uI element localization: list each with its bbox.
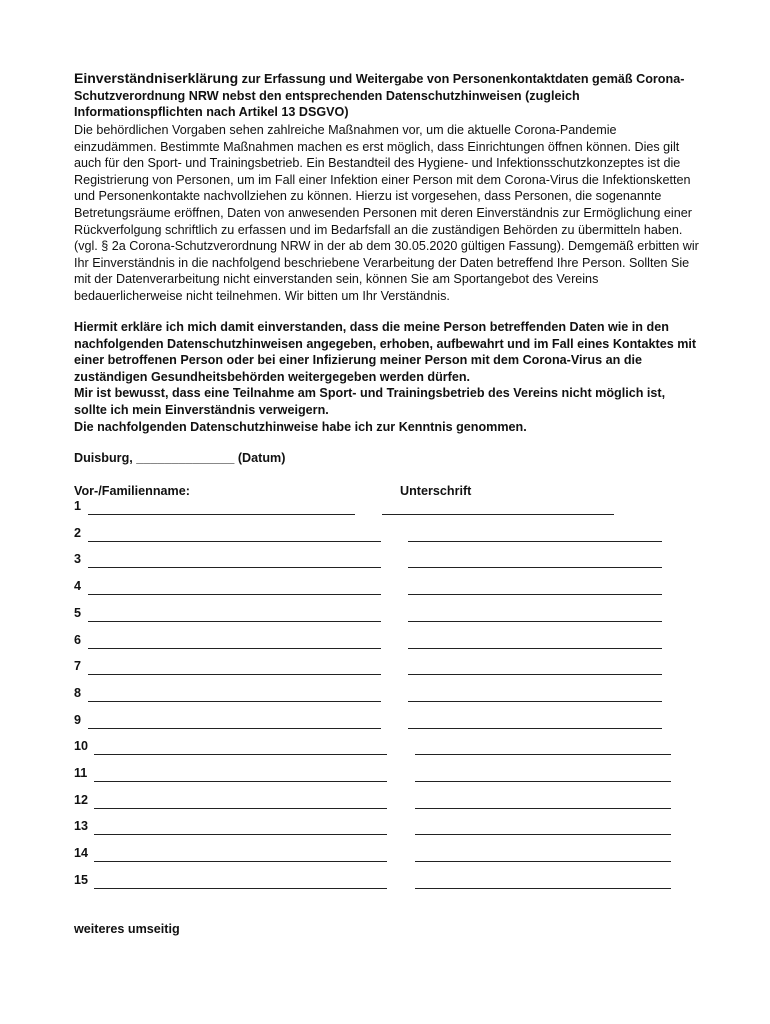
date-label: (Datum) — [237, 451, 286, 465]
signature-column-header: Unterschrift — [400, 484, 472, 498]
signature-entry-line[interactable] — [408, 594, 662, 595]
footer-note: weiteres umseitig — [74, 922, 180, 936]
city-label: Duisburg, — [74, 451, 133, 465]
consent-paragraph-3: Die nachfolgenden Datenschutzhinweise habe ich zur Kenntnis genommen. — [74, 419, 527, 434]
signature-entry-line[interactable] — [408, 674, 662, 675]
document-title — [74, 70, 700, 121]
signature-entry-line[interactable] — [415, 754, 671, 755]
title-rest: zur Erfassung und Weitergabe von Personenkontaktdaten gemäß Corona-Schutzverordnung NRW nebst den entsprechenden Datenschutzhinweisen (zugleich Informationspflichten nach Artikel 13 DSGVO) — [74, 72, 685, 120]
place-date-line — [74, 451, 285, 465]
signature-entry-line[interactable] — [382, 514, 614, 515]
name-entry-line[interactable] — [94, 754, 387, 755]
row-number: 12 — [74, 792, 89, 807]
name-entry-line[interactable] — [88, 541, 381, 542]
name-entry-line[interactable] — [88, 621, 381, 622]
signature-entry-line[interactable] — [408, 567, 662, 568]
name-entry-line[interactable] — [88, 674, 381, 675]
row-number: 2 — [74, 525, 82, 540]
row-number: 9 — [74, 712, 82, 727]
name-entry-line[interactable] — [88, 701, 381, 702]
name-entry-line[interactable] — [94, 781, 387, 782]
row-number: 6 — [74, 632, 82, 647]
name-entry-line[interactable] — [94, 834, 387, 835]
consent-paragraph-2: Mir ist bewusst, dass eine Teilnahme am Sport- und Trainingsbetrieb des Vereins nicht möglich ist, sollte ich mein Einverständnis verweigern. — [74, 386, 666, 417]
row-number: 3 — [74, 552, 82, 567]
signature-entry-line[interactable] — [408, 541, 662, 542]
name-entry-line[interactable] — [94, 861, 387, 862]
row-number: 1 — [74, 499, 82, 513]
date-blank[interactable]: ______________ — [136, 451, 235, 465]
row-number: 5 — [74, 605, 82, 620]
name-entry-line[interactable] — [94, 888, 387, 889]
name-entry-line[interactable] — [88, 567, 381, 568]
signature-entry-line[interactable] — [408, 648, 662, 649]
row-number: 14 — [74, 846, 89, 861]
consent-statement — [74, 319, 700, 435]
name-entry-line[interactable] — [94, 808, 387, 809]
signature-entry-line[interactable] — [415, 888, 671, 889]
signature-entry-line[interactable] — [415, 861, 671, 862]
row-number: 8 — [74, 685, 82, 700]
row-number: 11 — [74, 766, 88, 780]
signature-entry-line[interactable] — [415, 781, 671, 782]
title-lead: Einverständniserklärung — [74, 70, 239, 86]
name-column-header: Vor-/Familienname: — [74, 484, 190, 498]
intro-paragraph: Die behördlichen Vorgaben sehen zahlreiche Maßnahmen vor, um die aktuelle Corona-Pandemie einzudämmen. Bestimmte Maßnahmen machen es erst möglich, dass Einrichtungen öffnen können. Dies gilt auch für den Sport- und Trainingsbetrieb. Ein Bestandteil des Hygiene- und Infektionsschutzkonzeptes ist die Registrierung von Personen, um im Fall einer Infektion einer Person mit dem Corona-Virus die Infektionsketten und Personenkontakte nachvollziehen zu können. Hierzu ist vorgesehen, dass Personen, die sogenannte Betretungsräume eröffnen, Daten von anwesenden Personen mit deren Einverständnis zur Ermöglichung einer Rückverfolgung schriftlich zu erfassen und im Bedarfsfall an die zuständigen Behörden zu übermitteln haben. (vgl. § 2a Corona-Schutzverordnung NRW in der ab dem 30.05.2020 gültigen Fassung). Demgemäß erbitten wir Ihr Einverständnis in die nachfolgend beschriebene Verarbeitung der Daten betreffend Ihre Person. Sollten Sie mit der Datenverarbeitung nicht einverstanden sein, können Sie am Sportangebot des Vereins bedauerlicherweise nicht teilnehmen. Wir bitten um Ihr Verständnis. — [74, 123, 699, 303]
row-number: 4 — [74, 579, 82, 594]
name-entry-line[interactable] — [88, 514, 355, 515]
name-entry-line[interactable] — [88, 594, 381, 595]
signature-entry-line[interactable] — [408, 701, 662, 702]
signature-entry-line[interactable] — [415, 834, 671, 835]
row-number: 7 — [74, 659, 82, 674]
row-number: 13 — [74, 819, 89, 834]
row-number: 15 — [74, 872, 89, 887]
signature-entry-line[interactable] — [415, 808, 671, 809]
signature-entry-line[interactable] — [408, 621, 662, 622]
name-entry-line[interactable] — [88, 728, 381, 729]
consent-paragraph-1: Hiermit erkläre ich mich damit einverstanden, dass die meine Person betreffenden Daten wie in den nachfolgenden Datenschutzhinweisen angegeben, erhoben, aufbewahrt und im Fall eines Kontaktes mit einer betroffenen Person oder bei einer Infizierung meiner Person mit dem Corona-Virus an die zuständigen Gesundheitsbehörden weitergegeben werden dürfen. — [74, 320, 697, 384]
name-entry-line[interactable] — [88, 648, 381, 649]
row-number: 10 — [74, 739, 89, 754]
signature-entry-line[interactable] — [408, 728, 662, 729]
